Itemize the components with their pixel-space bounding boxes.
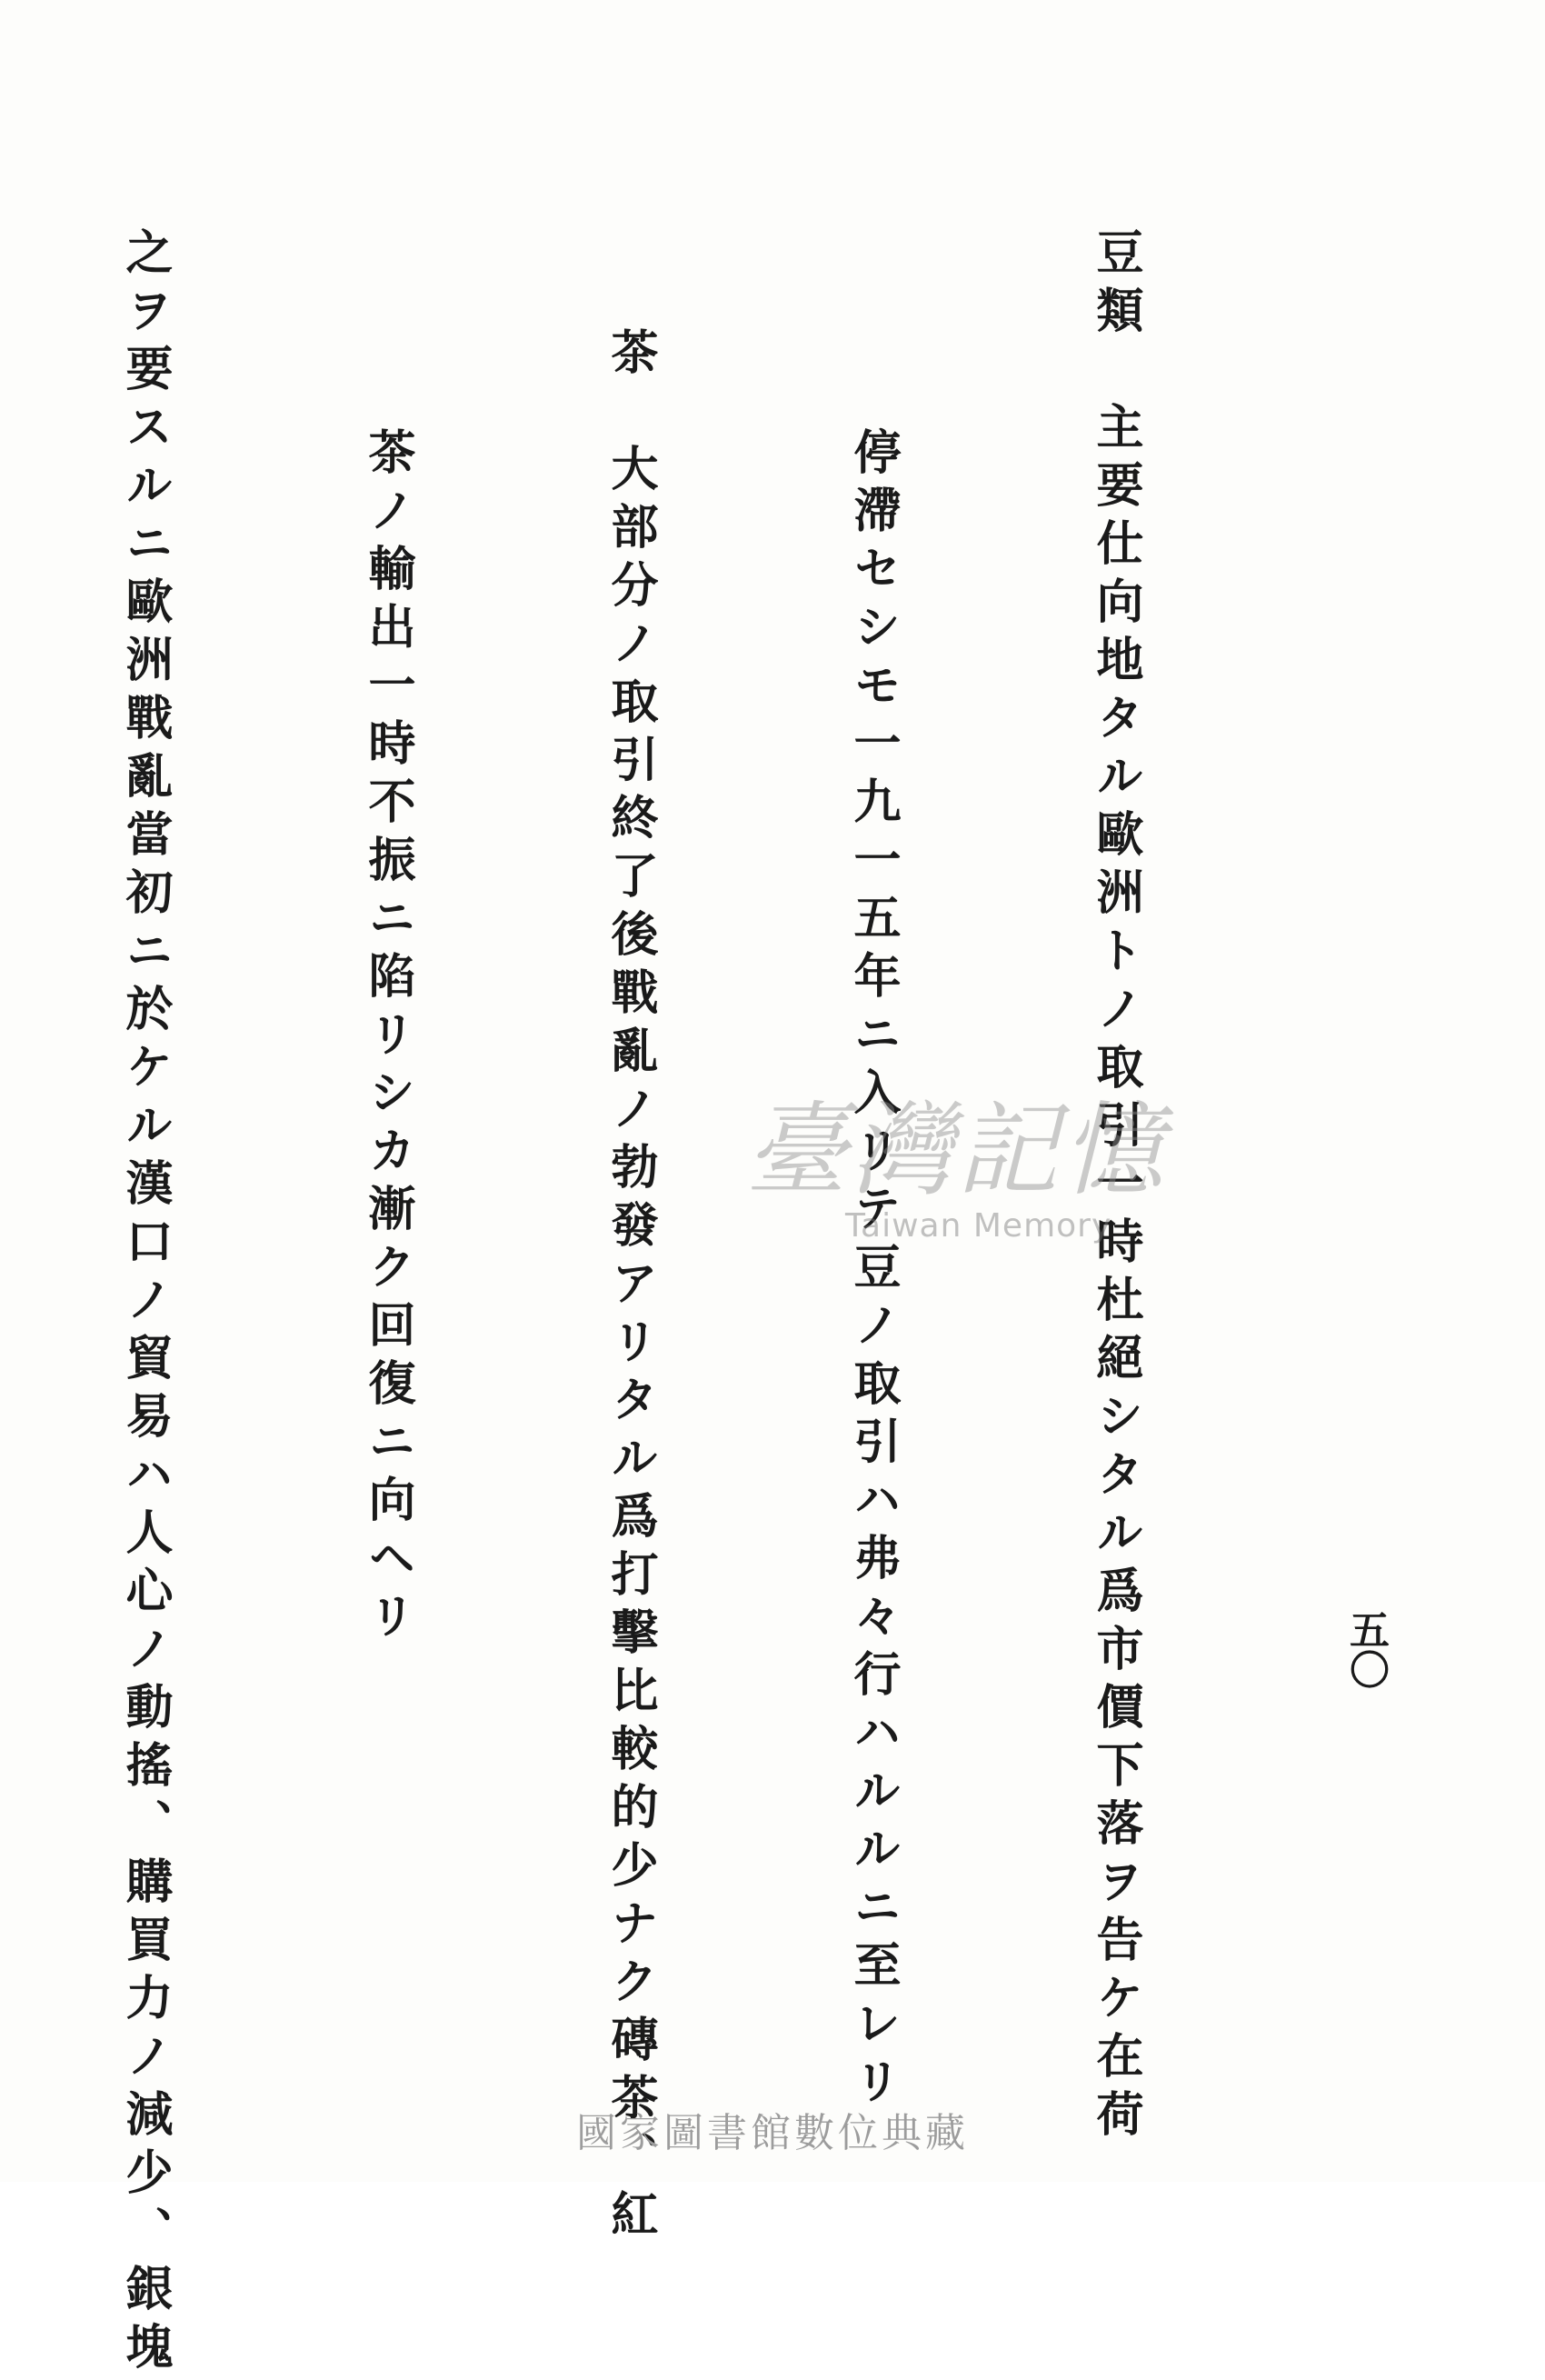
taiwan-memory-watermark <box>745 1092 1218 1264</box>
library-footer: 國家圖書館數位典藏 <box>576 2110 969 2156</box>
text-line-5: 之ヲ要スルニ歐洲戰亂當初ニ於ケル漢口ノ貿易ハ人心ノ動搖、購買力ノ減少、銀塊 <box>117 227 173 2380</box>
text-line-2: 停滯セシモ一九一五年ニ入リテ豆ノ取引ハ弗々行ハルルニ至レリ <box>845 427 901 2115</box>
page-number: 五〇 <box>1342 1609 1389 1689</box>
text-line-1: 豆類 主要仕向地タル歐洲トノ取引一時杜絕シタル爲市價下落ヲ告ケ在荷 <box>1088 227 1143 2147</box>
text-line-3: 茶 大部分ノ取引終了後戰亂ノ勃發アリタル爲打擊比較的少ナク磚茶、紅 <box>603 327 658 2247</box>
text-line-4: 茶ノ輸出一時不振ニ陷リシカ漸ク回復ニ向ヘリ <box>360 427 415 1649</box>
watermark-latin-text: Taiwan Memory <box>845 1207 1112 1245</box>
watermark-script-text: 臺灣記憶 <box>745 1092 1167 1210</box>
